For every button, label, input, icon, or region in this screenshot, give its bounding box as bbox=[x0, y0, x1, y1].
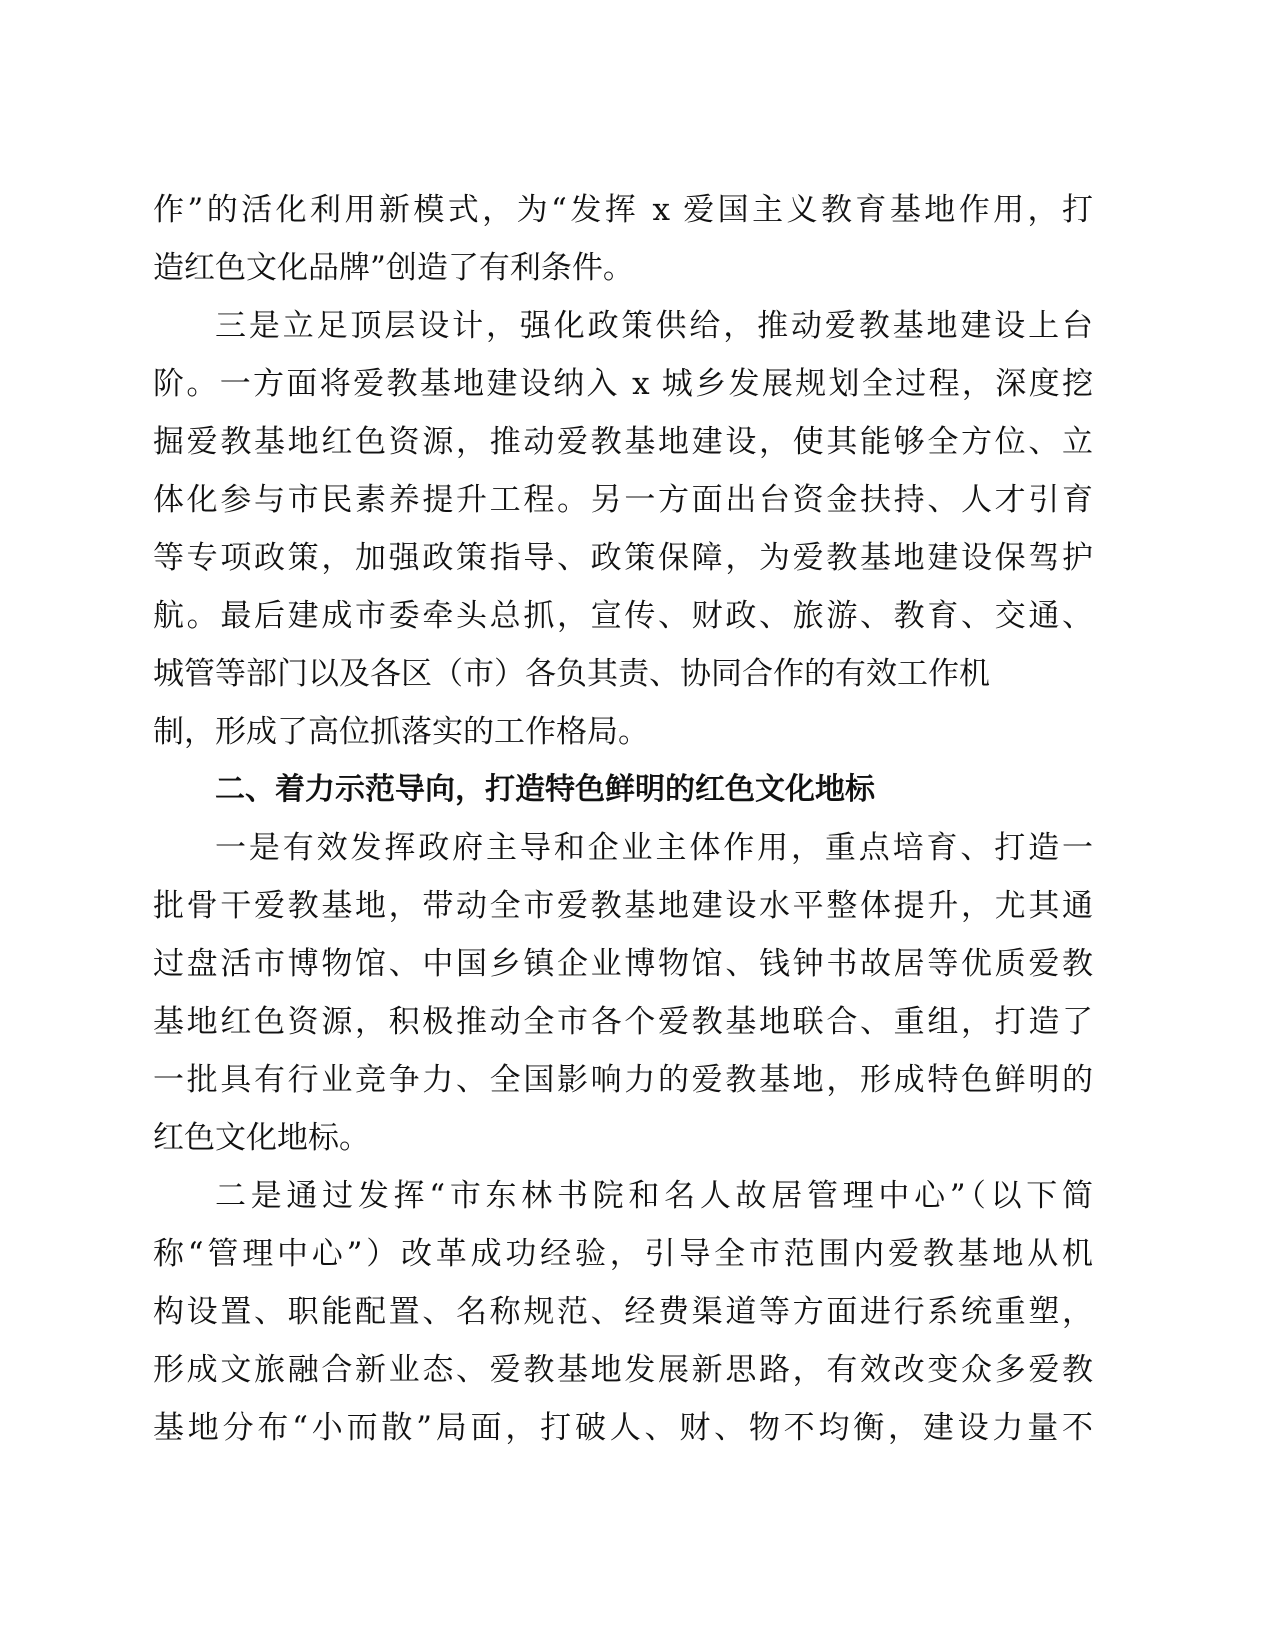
text-line: 批骨干爱教基地，带动全市爱教基地建设水平整体提升，尤其通 bbox=[153, 888, 1093, 924]
text-line: 造红色文化品牌”创造了有利条件。 bbox=[153, 250, 634, 286]
text-line: 阶。一方面将爱教基地建设纳入 x 城乡发展规划全过程，深度挖 bbox=[153, 366, 1093, 402]
text-line: 城管等部门以及各区（市）各负其责、协同合作的有效工作机 bbox=[153, 656, 990, 692]
text-line: 制，形成了高位抓落实的工作格局。 bbox=[153, 714, 649, 750]
text-line: 过盘活市博物馆、中国乡镇企业博物馆、钱钟书故居等优质爱教 bbox=[153, 946, 1093, 982]
text-line: 基地红色资源，积极推动全市各个爱教基地联合、重组，打造了 bbox=[153, 1004, 1093, 1040]
text-line: 基地分布“小而散”局面，打破人、财、物不均衡，建设力量不 bbox=[153, 1410, 1093, 1446]
text-line: 一批具有行业竞争力、全国影响力的爱教基地，形成特色鲜明的 bbox=[153, 1062, 1093, 1098]
text-line: 二是通过发挥“市东林书院和名人故居管理中心”（以下简 bbox=[215, 1178, 1093, 1214]
text-line: 红色文化地标。 bbox=[153, 1120, 370, 1156]
text-line: 体化参与市民素养提升工程。另一方面出台资金扶持、人才引育 bbox=[153, 482, 1093, 518]
text-line: 三是立足顶层设计，强化政策供给，推动爱教基地建设上台 bbox=[215, 308, 1093, 344]
text-line: 一是有效发挥政府主导和企业主体作用，重点培育、打造一 bbox=[215, 830, 1093, 866]
text-line: 形成文旅融合新业态、爱教基地发展新思路，有效改变众多爱教 bbox=[153, 1352, 1093, 1388]
text-line: 作”的活化利用新模式，为“发挥 x 爱国主义教育基地作用，打 bbox=[153, 192, 1093, 228]
section-heading: 二、着力示范导向，打造特色鲜明的红色文化地标 bbox=[215, 772, 875, 807]
text-line: 航。最后建成市委牵头总抓，宣传、财政、旅游、教育、交通、 bbox=[153, 598, 1093, 634]
body-text bbox=[153, 181, 1093, 1457]
text-line: 构设置、职能配置、名称规范、经费渠道等方面进行系统重塑， bbox=[153, 1294, 1093, 1330]
text-line: 称“管理中心”）改革成功经验，引导全市范围内爱教基地从机 bbox=[153, 1236, 1093, 1272]
text-line: 等专项政策，加强政策指导、政策保障，为爱教基地建设保驾护 bbox=[153, 540, 1093, 576]
text-line: 掘爱教基地红色资源，推动爱教基地建设，使其能够全方位、立 bbox=[153, 424, 1093, 460]
